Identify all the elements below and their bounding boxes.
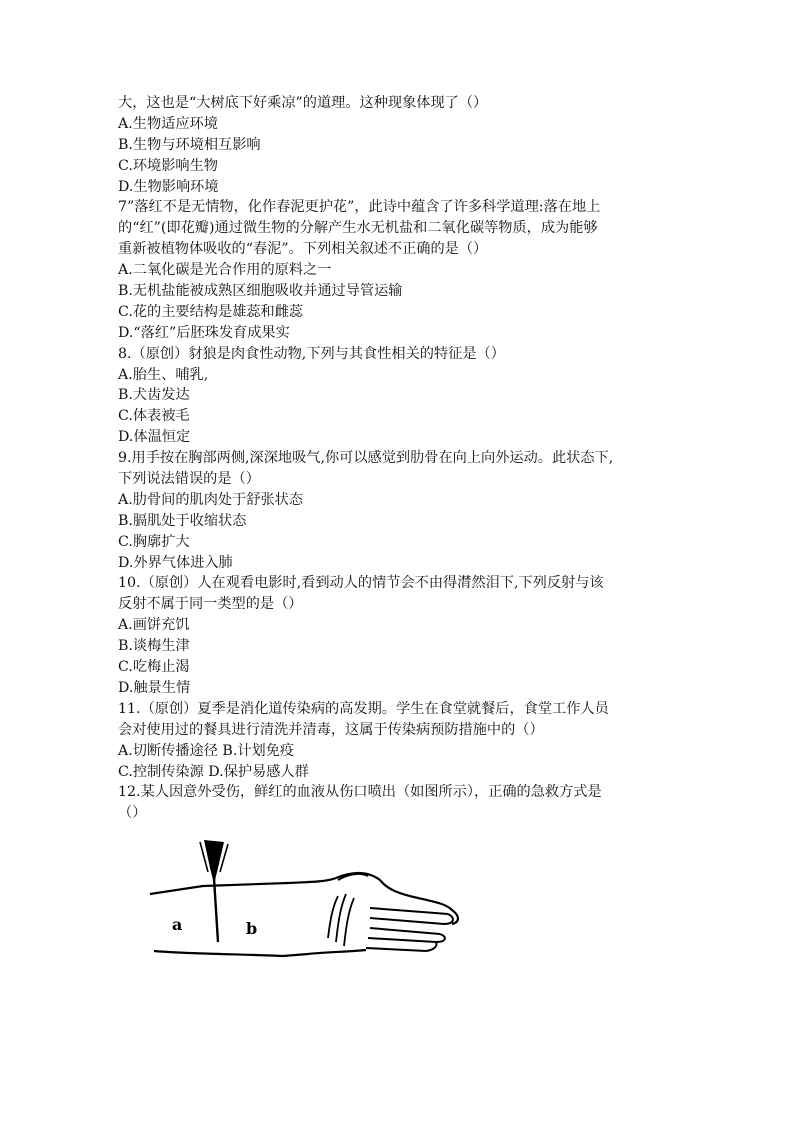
question-12-line: （） [118,805,147,822]
question-12-line: 12.某人因意外受伤，鲜红的血液从伤口喷出（如图所示），正确的急救方式是 [118,784,602,801]
text-line: 大，这也是“大树底下好乘凉”的道理。这种现象体现了（） [118,95,488,111]
option-line: B.无机盐能被成熟区细胞吸收并通过导管运输 [118,283,403,300]
question-9-line: 下列说法错误的是（） [118,471,260,488]
wound-arm-figure [148,838,468,968]
option-line: D.触景生情 [118,679,191,696]
question-11-line: 会对使用过的餐具进行清洗并清毒，这属于传染病预防措施中的（） [118,721,544,738]
finger-line [366,948,426,951]
question-8-line: 8.（原创）豺狼是肉食性动物,下列与其食性相关的特征是（） [118,345,505,362]
finger-line [370,928,440,934]
finger-line [368,938,436,942]
option-line: A.二氧化碳是光合作用的原料之一 [118,262,332,279]
option-line: A.胎生、哺乳, [118,366,209,383]
question-9-line: 9.用手按在胸部两侧,深深地吸气,你可以感觉到肋骨在向上向外运动。此状态下, [118,450,614,467]
wound-marker-line [214,878,218,942]
label-a: a [172,915,183,934]
option-line: A.肋骨间的肌肉处于舒张状态 [118,491,304,508]
option-line: D.生物影响环境 [118,178,219,195]
option-line: D.体温恒定 [118,429,191,446]
palm-crease [344,898,354,946]
option-line: A.画饼充饥 [118,617,190,634]
option-line: C.体表被毛 [118,408,190,425]
arm-upper-edge [150,878,336,894]
option-line: B.谈梅生津 [118,638,190,655]
question-7-line: 重新被植物体吸收的“春泥”。下列相关叙述不正确的是（） [118,241,488,258]
option-line: D.外界气体进入肺 [118,554,233,571]
question-10-line: 10.（原创）人在观看电影时,看到动人的情节会不由得潸然泪下,下列反射与该 [118,575,604,592]
option-line: C.花的主要结构是雄蕊和雌蕊 [118,303,304,320]
question-11-line: 11.（原创）夏季是消化道传染病的高发期。学生在食堂就餐后，食堂工作人员 [118,700,609,717]
palm-lower-edge [308,950,366,954]
blood-spurt-icon [204,840,224,884]
option-line: B.犬齿发达 [118,387,190,404]
finger-line [370,908,448,914]
option-line: B.生物与环境相互影响 [118,136,261,153]
option-line: C.控制传染源 D.保护易感人群 [118,763,309,780]
arm-lower-edge [154,951,308,956]
label-b: b [246,919,258,938]
option-line: C.环境影响生物 [118,157,218,174]
finger-line [370,918,444,924]
question-10-line: 反射不属于同一类型的是（） [118,596,303,613]
option-line: A.生物适应环境 [118,115,218,132]
option-line: A.切断传播途径 B.计划免疫 [118,742,295,759]
question-7-line: 7”落红不是无情物，化作春泥更护花”，此诗中蕴含了许多科学道理:落在地上 [118,199,601,216]
option-line: B.膈肌处于收缩状态 [118,512,247,529]
document-page [118,93,678,824]
option-line: C.胸廓扩大 [118,533,190,550]
question-7-line: 的“红”(即花瓣)通过微生物的分解产生水无机盐和二氧化碳等物质，成为能够 [118,220,598,237]
option-line: C.吃梅止渴 [118,659,190,676]
option-line: D.“落红”后胚珠发育成果实 [118,324,290,341]
arm-diagram [148,838,468,968]
